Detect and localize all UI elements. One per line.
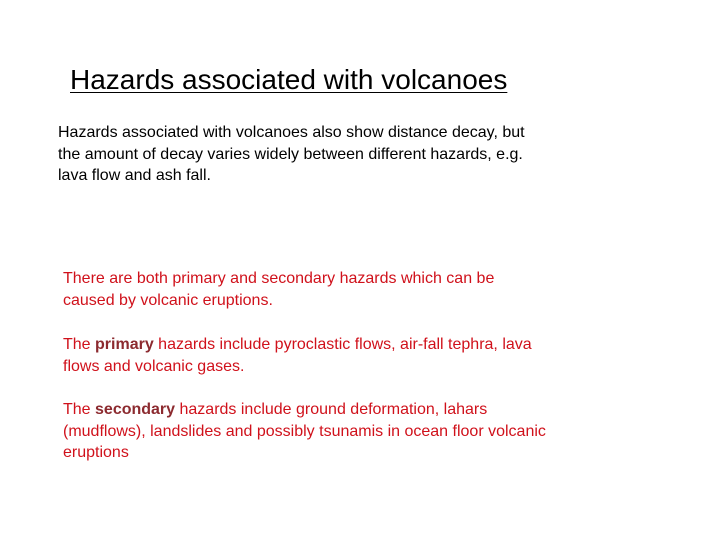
intro-line: Hazards associated with volcanoes also show distance decay, but [58,124,525,141]
paragraph-line: flows and volcanic gases. [63,357,245,375]
slide-title: Hazards associated with volcanoes [70,64,508,95]
primary-hazards-paragraph [63,334,653,377]
intro-line: lava flow and ash fall. [58,167,211,184]
paragraph-line: There are both primary and secondary hazards which can be [63,270,495,287]
secondary-hazards-paragraph [63,399,653,464]
prefix-text: The [63,401,96,418]
intro-line: the amount of decay varies widely between different hazards, e.g. [58,145,523,163]
paragraph-line: (mudflows), landslides and possibly tsunamis in ocean floor volcanic [63,422,546,440]
paragraph-line [63,399,653,421]
primary-emphasis: primary [95,336,154,353]
line-rest: hazards include ground deformation, lahars [175,401,488,418]
secondary-emphasis: secondary [95,401,176,418]
paragraph-line [63,334,653,356]
paragraph-line: caused by volcanic eruptions. [63,291,273,309]
intro-paragraph [58,122,618,187]
prefix-text: The [63,336,96,353]
hazards-types-paragraph [63,268,653,311]
paragraph-line: eruptions [63,444,129,461]
line-rest: hazards include pyroclastic flows, air-fall tephra, lava [153,336,532,353]
